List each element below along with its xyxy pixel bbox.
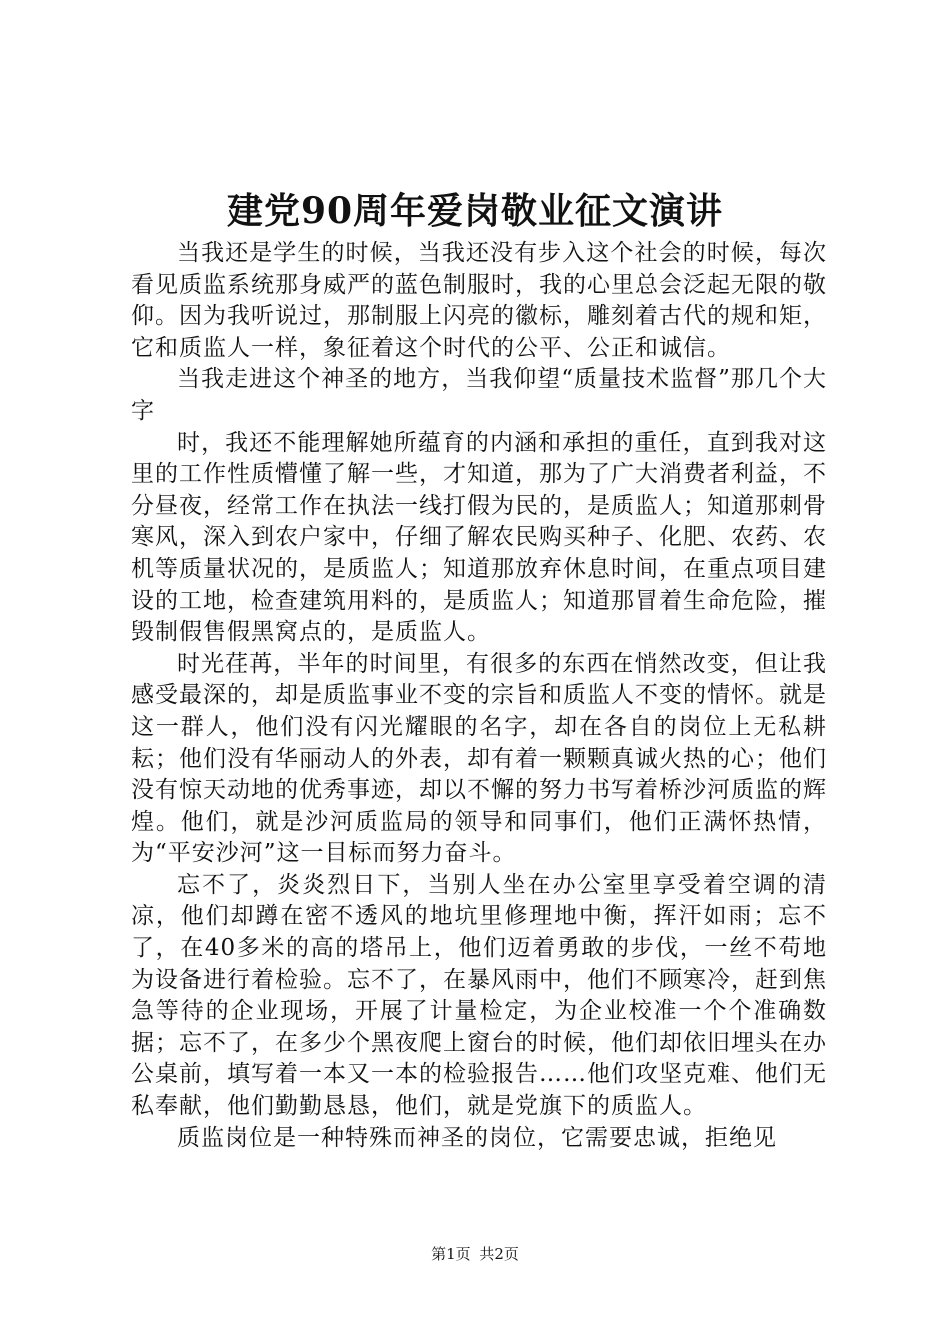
- page-number: 第1页: [431, 1245, 471, 1263]
- paragraph: 质监岗位是一种特殊而神圣的岗位，它需要忠诚，拒绝见: [177, 1124, 777, 1151]
- paragraph: 当我走进这个神圣的地方，当我仰望“质量技术监督”那几个大字: [131, 366, 827, 424]
- document-title: 建党90周年爱岗敬业征文演讲: [226, 190, 724, 232]
- paragraph: 时，我还不能理解她所蕴育的内涵和承担的重任，直到我对这里的工作性质懵懂了解一些，才知道，那为了广大消费者利益，不分昼夜，经常工作在执法一线打假为民的，是质监人；知道那刺骨寒风，深入到农户家中，仔细了解农民购买种子、化肥、农药、农机等质量状况的，是质监人；知道那放弃休息时间，在重点项目建设的工地，检查建筑用料的，是质监人；知道那冒着生命危险，摧毁制假售假黑窝点的，是质监人。: [131, 429, 827, 646]
- paragraph: 时光荏苒，半年的时间里，有很多的东西在悄然改变，但让我感受最深的，却是质监事业不变的宗旨和质监人不变的情怀。就是这一群人，他们没有闪光耀眼的名字，却在各自的岗位上无私耕耘；他们没有华丽动人的外表，却有着一颗颗真诚火热的心；他们没有惊天动地的优秀事迹，却以不懈的努力书写着桥沙河质监的辉煌。他们，就是沙河质监局的领导和同事们，他们正满怀热情，为“平安沙河”这一目标而努力奋斗。: [131, 650, 827, 867]
- page-footer: [0, 1244, 950, 1264]
- paragraph: 当我还是学生的时候，当我还没有步入这个社会的时候，每次看见质监系统那身威严的蓝色制服时，我的心里总会泛起无限的敬仰。因为我听说过，那制服上闪亮的徽标，雕刻着古代的规和矩，它和质监人一样，象征着这个时代的公平、公正和诚信。: [131, 240, 827, 361]
- document-body: [131, 238, 827, 1154]
- paragraph: 忘不了，炎炎烈日下，当别人坐在办公室里享受着空调的清凉，他们却蹲在密不透风的地坑里修理地中衡，挥汗如雨；忘不了，在40多米的高的塔吊上，他们迈着勇敢的步伐，一丝不苟地为设备进行着检验。忘不了，在暴风雨中，他们不顾寒冷，赶到焦急等待的企业现场，开展了计量检定，为企业校准一个个准确数据；忘不了，在多少个黑夜爬上窗台的时候，他们却依旧埋头在办公桌前，填写着一本又一本的检验报告……他们攻坚克难、他们无私奉献，他们勤勤恳恳，他们，就是党旗下的质监人。: [131, 871, 827, 1120]
- page-total: 共2页: [479, 1245, 519, 1263]
